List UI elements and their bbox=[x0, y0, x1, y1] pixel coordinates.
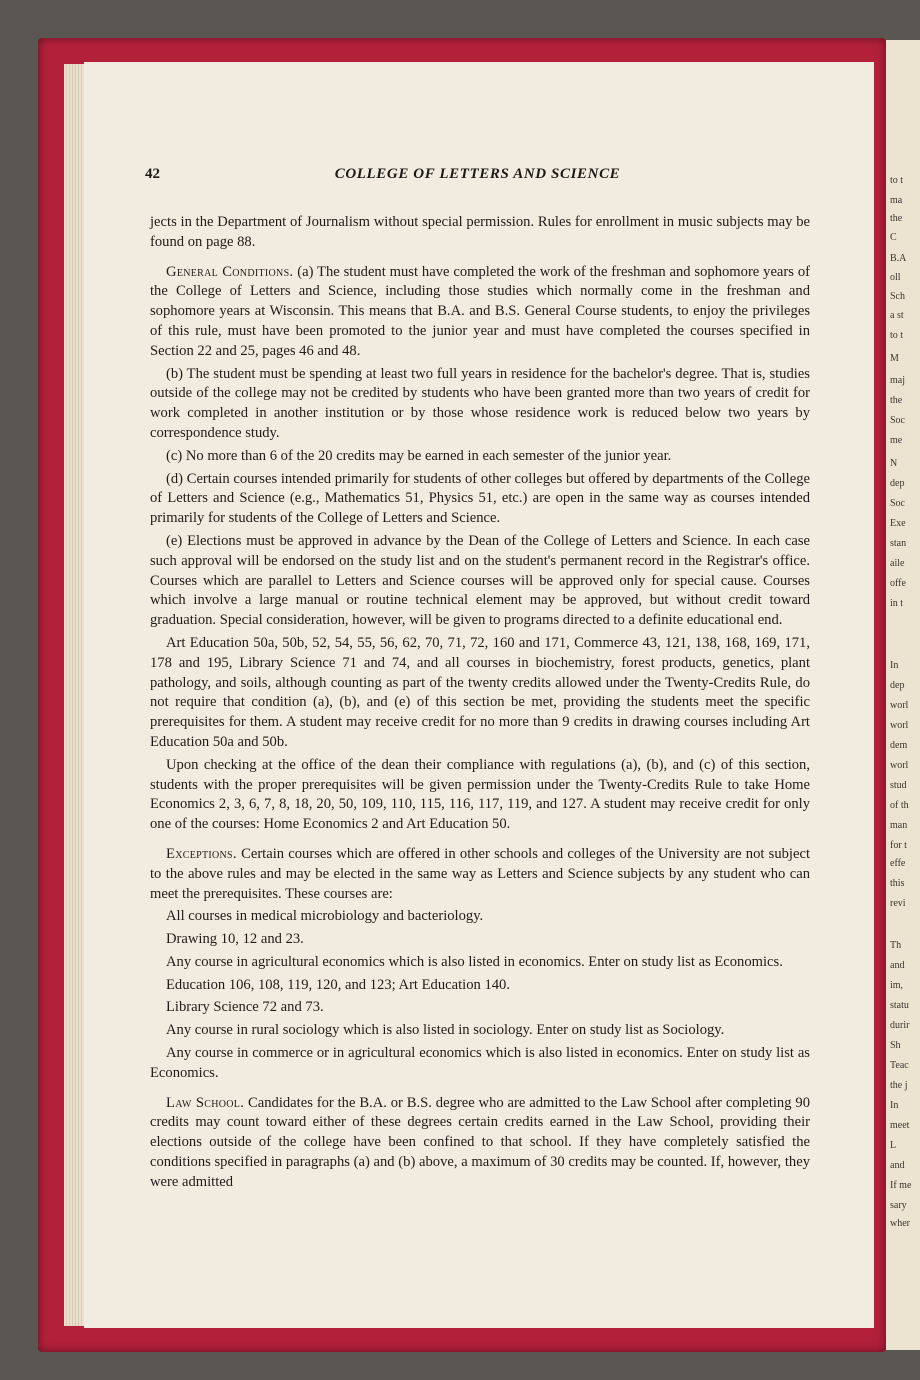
facing-page-fragment: stan bbox=[890, 538, 907, 549]
paragraph-text: (a) The student must have completed the work of the freshman and sophomore years of the College of Letters and Science, including those studies which normally come in the freshman and sophomore years at Wisconsin. This means that B.A. and B.S. General Course students, to enjoy the privileges of this rule, must have been promoted to the junior year and must have completed the courses specified in Section 22 and 25, pages 46 and 48. bbox=[150, 263, 810, 359]
facing-page-fragment: to t bbox=[890, 330, 904, 341]
facing-page-fragment: Soc bbox=[890, 498, 905, 509]
facing-page-fragment: M bbox=[890, 353, 899, 364]
facing-page-fragment: in t bbox=[890, 598, 904, 609]
facing-page-fragment: ma bbox=[890, 195, 903, 206]
paragraph-home-economics: Upon checking at the office of the dean their compliance with regulations (a), (b), and (c) of this section, students with the proper prerequisites will be given permission under the Twenty-Credits Rule to take Home Economics 2, 3, 6, 7, 8, 18, 20, 50, 109, 110, 115, 116, 117, 119, and 127. A student may receive credit for only one of the courses: Home Economics 2 and Art Education 50. bbox=[150, 756, 810, 833]
facing-page-fragment: wher bbox=[890, 1218, 910, 1229]
facing-page-fragment: stud bbox=[890, 780, 907, 791]
paragraph-journalism: jects in the Department of Journalism without special permission. Rules for enrollment in music subjects may be found on page 88. bbox=[150, 214, 810, 250]
body-text bbox=[150, 213, 810, 1193]
facing-page-fragment: dep bbox=[890, 680, 905, 691]
facing-page-fragment: effe bbox=[890, 858, 906, 869]
facing-page-fragment: L bbox=[890, 1140, 897, 1151]
paragraph-law-school bbox=[150, 1094, 810, 1193]
facing-page-fragment: dem bbox=[890, 740, 908, 751]
facing-page-fragment: the bbox=[890, 213, 903, 224]
section-heading-law-school: Law School. bbox=[166, 1094, 245, 1111]
facing-page-fragment: of th bbox=[890, 800, 909, 811]
facing-page-fragment: Soc bbox=[890, 415, 905, 426]
paragraph-condition-e: (e) Elections must be approved in advance by the Dean of the College of Letters and Science. In each case such approval will be endorsed on the study list and on the student's permanent record in the Registrar's office. Courses which are parallel to Letters and Science courses will be approved only for special cause. Courses which involve a large manual or routine technical element may be approved, but without credit toward graduation. Special consideration, however, will be given to programs directed to a definite educational end. bbox=[150, 532, 810, 629]
facing-page-fragment: offe bbox=[890, 578, 906, 589]
facing-page-fragment: Sch bbox=[890, 291, 905, 302]
facing-page-fragment: to t bbox=[890, 175, 904, 186]
exception-item: Any course in commerce or in agricultural economics which is also listed in economics. Enter on study list as Economics. bbox=[150, 1045, 810, 1081]
running-head bbox=[145, 166, 810, 186]
paragraph-text: Certain courses which are offered in other schools and colleges of the University are not subject to the above rules and may be elected in the same way as Letters and Science subjects by any student who can meet the prerequisites. These courses are: bbox=[150, 845, 810, 902]
facing-page-fragment: If me bbox=[890, 1180, 912, 1191]
paragraph-condition-b: (b) The student must be spending at least two full years in residence for the bachelor's degree. That is, studies outside of the college may not be credited by students who have been granted more than two years of credit for work completed in another institution or by those whose residence work is reduced below two years by correspondence study. bbox=[150, 365, 810, 441]
exception-item: Drawing 10, 12 and 23. bbox=[166, 931, 304, 948]
running-title: COLLEGE OF LETTERS AND SCIENCE bbox=[334, 166, 621, 182]
facing-page-fragment: Sh bbox=[890, 1040, 901, 1051]
facing-page-fragment: im, bbox=[890, 980, 904, 991]
facing-page-fragment: In bbox=[890, 660, 899, 671]
paragraph-condition-d: (d) Certain courses intended primarily for students of other colleges but offered by departments of the College of Letters and Science (e.g., Mathematics 51, Physics 51, etc.) are open in the same way as courses intended primarily for students of the College of Letters and Science. bbox=[150, 470, 810, 527]
facing-page bbox=[886, 40, 920, 1350]
paragraph-art-education: Art Education 50a, 50b, 52, 54, 55, 56, 62, 70, 71, 72, 160 and 171, Commerce 43, 121, 138, 168, 169, 171, 178 and 195, Library Science 71 and 74, and all courses in biochemistry, forest products, genetics, plant pathology, and soils, although counting as part of the twenty credits allowed under the Twenty-Credits Rule, do not require that condition (a), (b), and (e) of this section be met, providing the students meet the specific prerequisites for them. A student may receive credit for no more than 9 credits in drawing courses including Art Education 50a and 50b. bbox=[150, 634, 810, 750]
facing-page-fragment: Teac bbox=[890, 1060, 909, 1071]
facing-page-fragment: me bbox=[890, 435, 903, 446]
facing-page-fragment: N bbox=[890, 458, 898, 469]
facing-page-fragment: revi bbox=[890, 898, 906, 909]
facing-page-fragment: worl bbox=[890, 760, 909, 771]
facing-page-fragment: oll bbox=[890, 272, 901, 283]
paragraph-condition-c: (c) No more than 6 of the 20 credits may be earned in each semester of the junior year. bbox=[166, 447, 672, 464]
facing-page-fragment: aile bbox=[890, 558, 905, 569]
facing-page-fragment: and bbox=[890, 960, 905, 971]
facing-page-fragment: the j bbox=[890, 1080, 908, 1091]
page-number: 42 bbox=[145, 166, 160, 182]
facing-page-fragment: and bbox=[890, 1160, 905, 1171]
facing-page-fragment: C bbox=[890, 232, 897, 243]
facing-page-fragment: meet bbox=[890, 1120, 910, 1131]
exception-item: Any course in rural sociology which is also listed in sociology. Enter on study list as Sociology. bbox=[166, 1022, 725, 1039]
facing-page-fragment: B.A bbox=[890, 253, 907, 264]
facing-page-fragment: Exe bbox=[890, 518, 906, 529]
facing-page-fragment: a st bbox=[890, 310, 904, 321]
page-edges bbox=[64, 64, 84, 1326]
facing-page-fragment: maj bbox=[890, 375, 905, 386]
facing-page-fragment: worl bbox=[890, 700, 909, 711]
exception-item: Library Science 72 and 73. bbox=[166, 999, 324, 1016]
exception-item: All courses in medical microbiology and bacteriology. bbox=[166, 908, 484, 925]
facing-page-fragment: statu bbox=[890, 1000, 909, 1011]
facing-page-fragment: durir bbox=[890, 1020, 910, 1031]
facing-page-fragment: In bbox=[890, 1100, 899, 1111]
facing-page-fragment: sary bbox=[890, 1200, 907, 1211]
paragraph-text: Candidates for the B.A. or B.S. degree who are admitted to the Law School after completing 90 credits may count toward either of these degrees certain credits earned in the Law School, providing their elections outside of the college have been confined to that school. If they have completely satisfied the conditions specified in paragraphs (a) and (b) above, a maximum of 30 credits may be counted. If, however, they were admitted bbox=[150, 1094, 810, 1190]
exception-item: Any course in agricultural economics which is also listed in economics. Enter on study list as Economics. bbox=[166, 953, 783, 970]
exception-item: Education 106, 108, 119, 120, and 123; Art Education 140. bbox=[166, 976, 510, 993]
facing-page-fragment: for t bbox=[890, 840, 907, 851]
facing-page-fragment: dep bbox=[890, 478, 905, 489]
facing-page-fragment: the bbox=[890, 395, 903, 406]
section-heading-exceptions: Exceptions. bbox=[166, 845, 237, 862]
paragraph-general-conditions-a bbox=[150, 263, 810, 362]
paragraph-exceptions bbox=[150, 845, 810, 904]
facing-page-fragment: Th bbox=[890, 940, 902, 951]
facing-page-fragment: this bbox=[890, 878, 905, 889]
facing-page-fragment: worl bbox=[890, 720, 909, 731]
facing-page-fragment: man bbox=[890, 820, 908, 831]
section-heading-general-conditions: General Conditions. bbox=[166, 263, 294, 280]
